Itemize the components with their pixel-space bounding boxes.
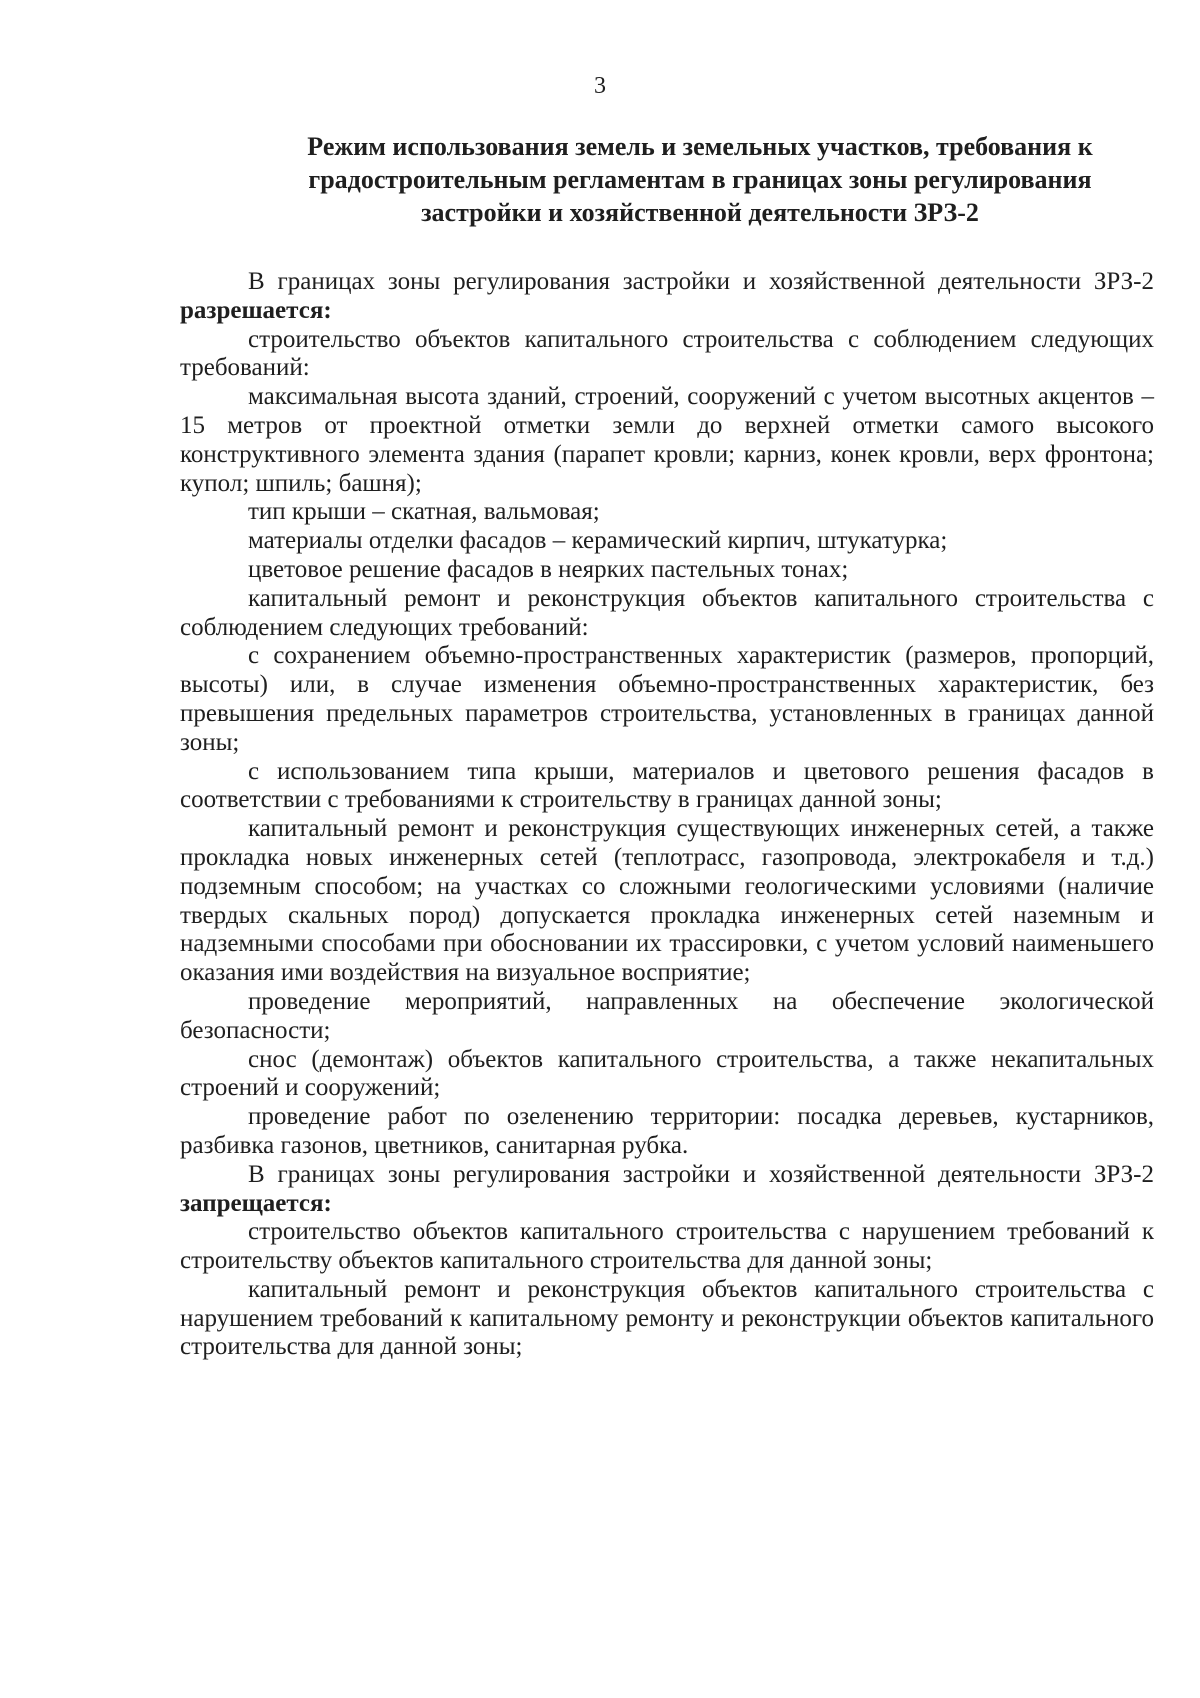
page-number: 3 — [594, 73, 606, 99]
allowed-item: проведение работ по озеленению территории: посадка деревьев, кустарников, разбивка газонов, цветников, санитарная рубка. — [180, 1103, 1154, 1159]
allowed-keyword: разрешается: — [180, 296, 332, 324]
allowed-item: тип крыши – скатная, вальмовая; — [248, 498, 600, 526]
allowed-item: строительство объектов капитального строительства с соблюдением следующих требований: — [180, 325, 1154, 382]
title-line: Режим использования земель и земельных участков, требования к — [307, 132, 1093, 161]
allowed-item: цветовое решение фасадов в неярких пастельных тонах; — [248, 555, 849, 583]
prohibited-item: капитальный ремонт и реконструкция объектов капитального строительства с нарушением требований к капитальному ремонту и реконструкции объектов капитального строительства для данной зоны; — [180, 1275, 1154, 1361]
prohibited-intro-text: В границах зоны регулирования застройки и хозяйственной деятельности ЗРЗ-2 — [248, 1160, 1154, 1188]
allowed-item: капитальный ремонт и реконструкция объектов капитального строительства с соблюдением следующих требований: — [180, 584, 1154, 641]
allowed-item: максимальная высота зданий, строений, сооружений с учетом высотных акцентов – 15 метров от проектной отметки земли до верхней отметки самого высокого конструктивного элемента здания (парапет кровли; карниз, конек кровли, верх фронтона; купол; шпиль; башня); — [180, 383, 1154, 497]
title-line: градостроительным регламентам в границах зоны регулирования — [308, 165, 1092, 194]
allowed-item: с использованием типа крыши, материалов и цветового решения фасадов в соответствии с требованиями к строительству в границах данной зоны; — [180, 757, 1154, 814]
allowed-intro-text: В границах зоны регулирования застройки и хозяйственной деятельности ЗРЗ-2 — [248, 268, 1154, 295]
allowed-item: с сохранением объемно-пространственных характеристик (размеров, пропорций, высоты) или, в случае изменения объемно-пространственных характеристик, без превышения предельных параметров строительства, установленных в границах данной зоны; — [180, 642, 1154, 756]
allowed-item: материалы отделки фасадов – керамический кирпич, штукатурка; — [248, 527, 948, 555]
allowed-item: снос (демонтаж) объектов капитального строительства, а также некапитальных строений и сооружений; — [180, 1045, 1154, 1102]
prohibited-item: строительство объектов капитального строительства с нарушением требований к строительству объектов капитального строительства для данной зоны; — [180, 1218, 1154, 1275]
prohibited-keyword: запрещается: — [180, 1189, 332, 1217]
document-title — [220, 130, 1180, 229]
allowed-item: проведение мероприятий, направленных на обеспечение экологической безопасности; — [180, 987, 1154, 1044]
prohibited-intro-paragraph — [180, 1161, 1154, 1219]
allowed-item: капитальный ремонт и реконструкция существующих инженерных сетей, а также прокладка новых инженерных сетей (теплотрасс, газопровода, электрокабеля и т.д.) подземным способом; на участках со сложными геологическими условиями (наличие твердых скальных пород) допускается прокладка инженерных сетей наземным и надземными способами при обосновании их трассировки, с учетом условий наименьшего оказания ими воздействия на визуальное восприятие; — [180, 815, 1154, 987]
title-line: застройки и хозяйственной деятельности ЗРЗ-2 — [421, 198, 979, 227]
document-body — [180, 268, 1154, 1362]
allowed-intro-paragraph — [180, 268, 1154, 326]
